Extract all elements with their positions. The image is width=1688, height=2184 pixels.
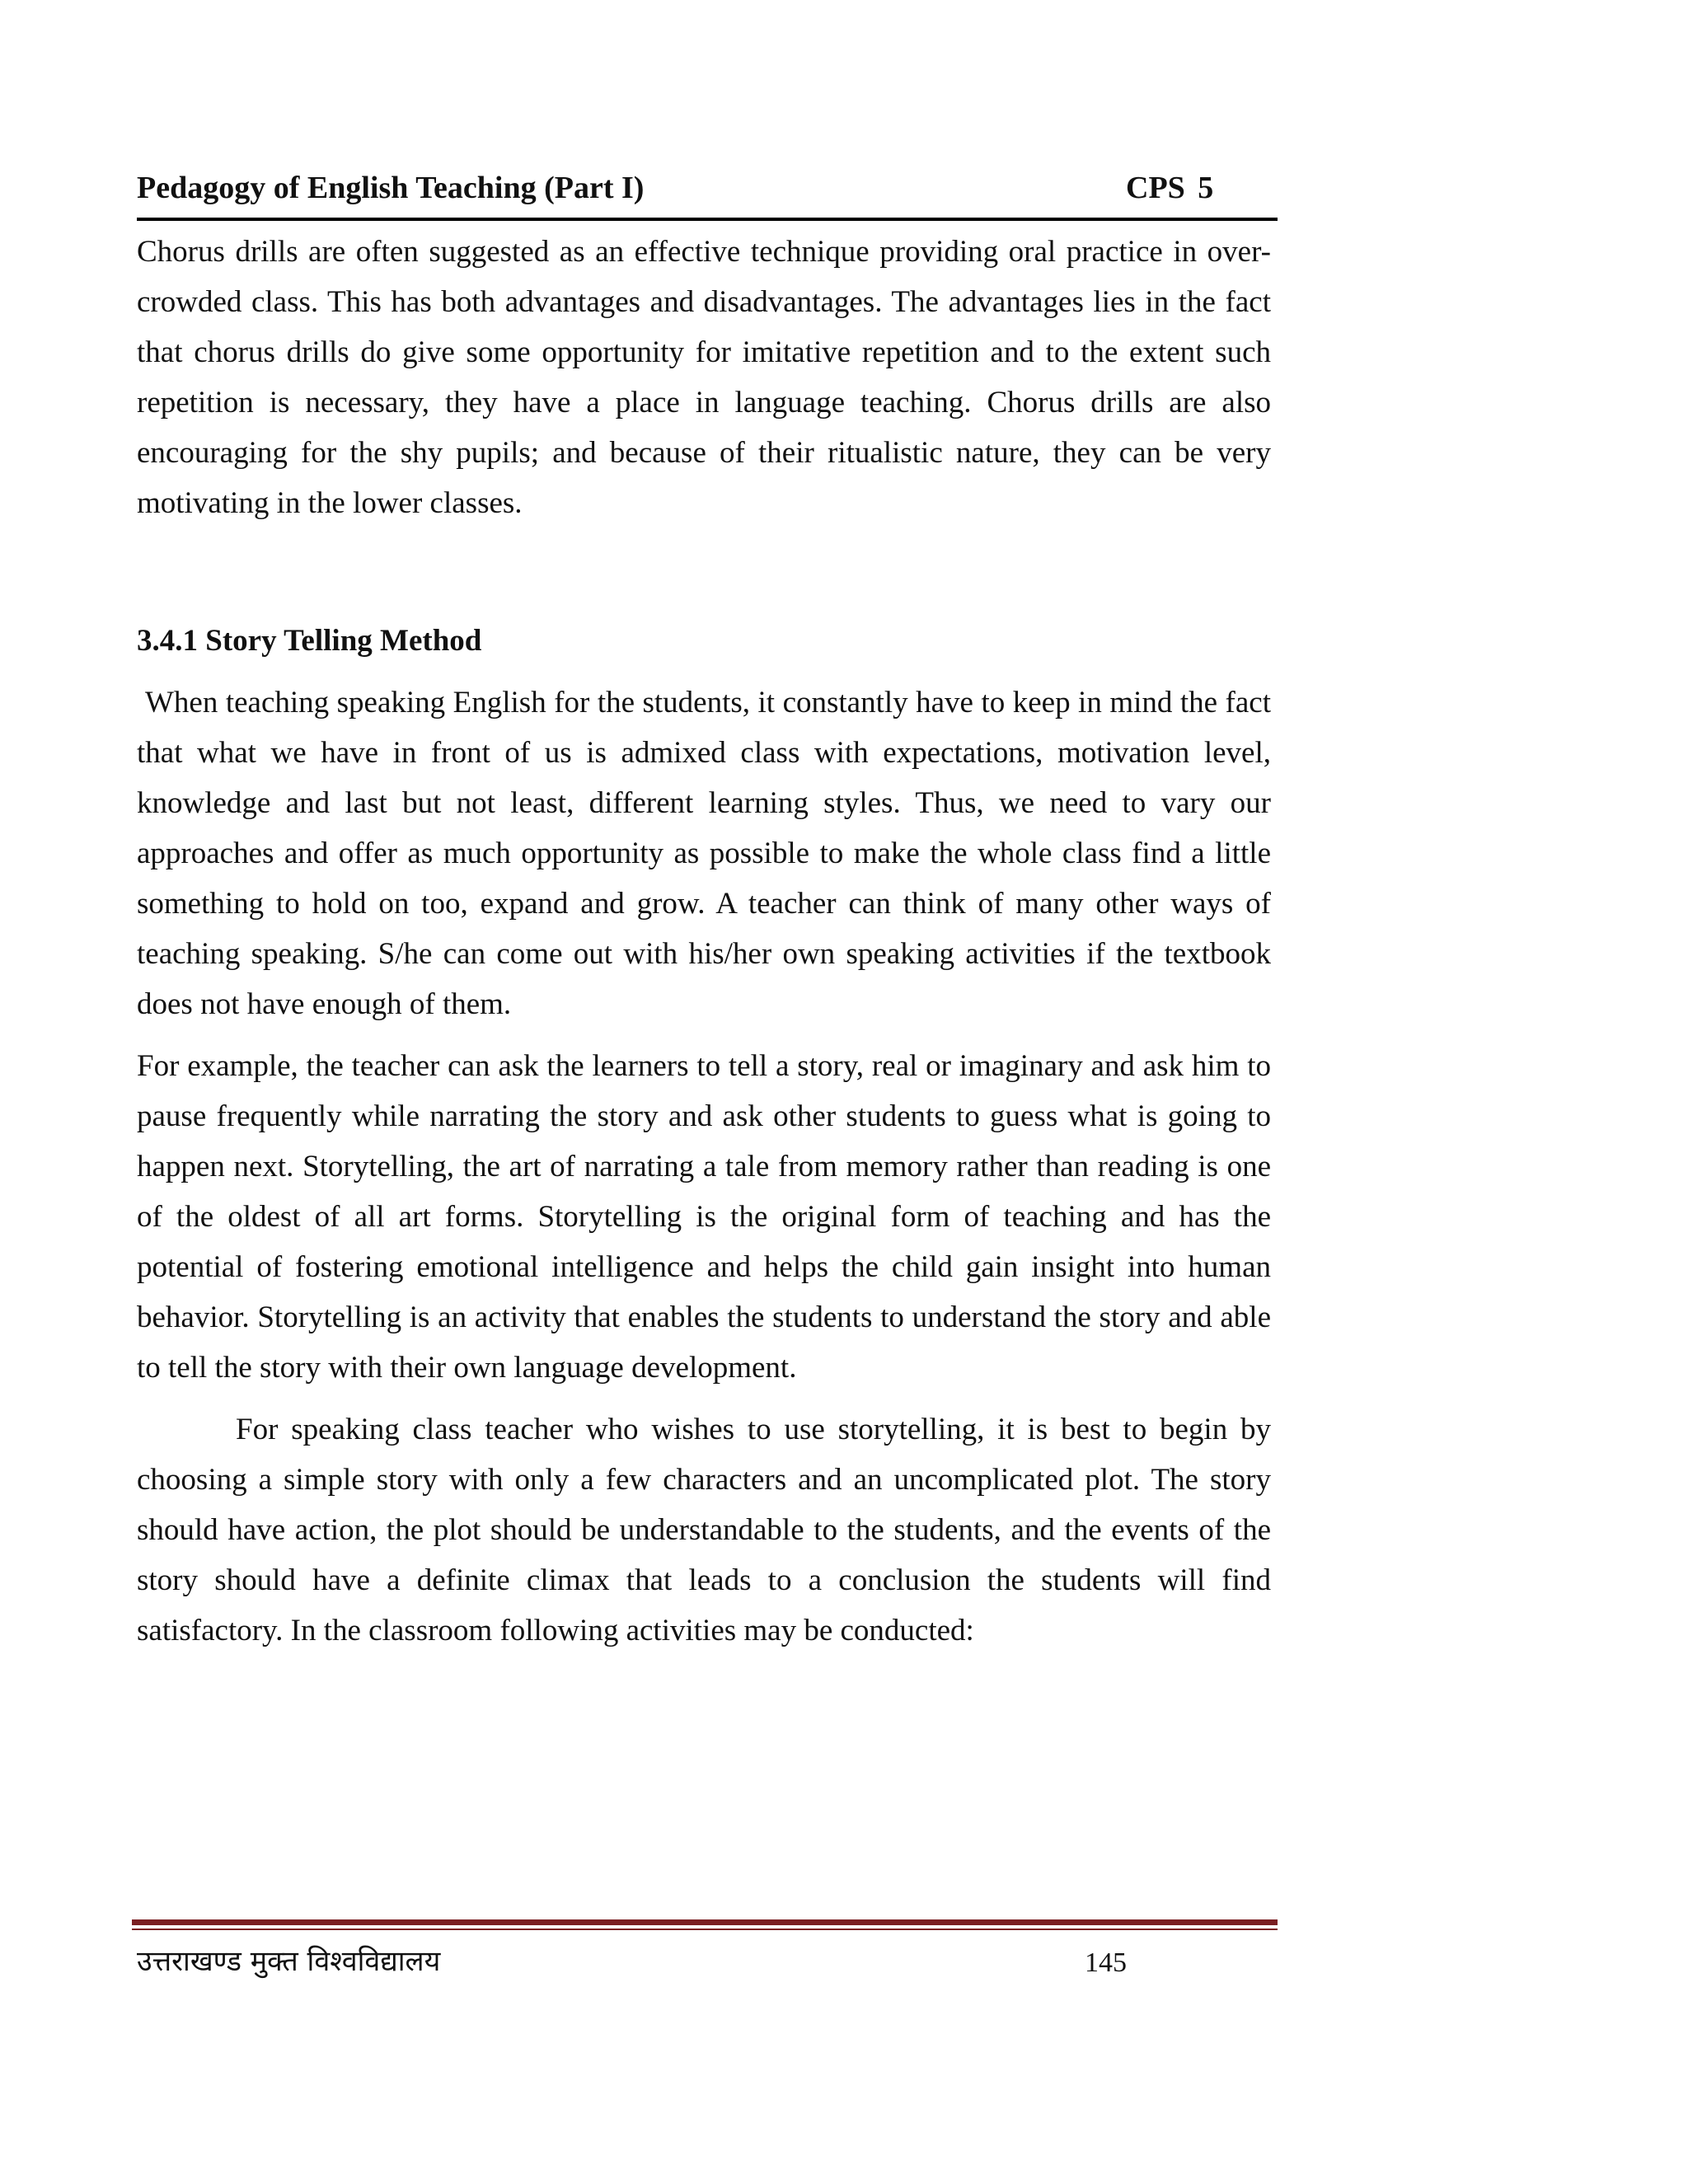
header-course-code: CPS 5	[1126, 171, 1214, 205]
footer-rule-thin	[132, 1929, 1278, 1930]
footer-university-name: उत्तराखण्ड मुक्त विश्वविद्यालय	[137, 1945, 441, 1978]
footer-page-number: 145	[1085, 1947, 1127, 1978]
section-heading: 3.4.1 Story Telling Method	[137, 624, 482, 658]
page-header	[137, 163, 1278, 213]
intro-paragraph: Chorus drills are often suggested as an effective technique providing oral practice in over- crowded class. This has both advantages and disadvantages. The advantages lies in the fact that chorus drills do give some opportunity for imitative repetition and to the extent such repetition is necessary, they have a place in language teaching. Chorus drills are also encouraging for the shy pupils; and because of their ritualistic nature, they can be very motivating in the lower classes.	[137, 235, 1271, 520]
header-title: Pedagogy of English Teaching (Part I)	[137, 171, 645, 205]
footer-rule-thick	[132, 1919, 1278, 1925]
header-rule	[137, 218, 1278, 221]
paragraph-choosing-story: For speaking class teacher who wishes to use storytelling, it is best to begin by choosing a simple story with only a few characters and an uncomplicated plot. The story should have action, the plot should be understandable to the students, and the events of the story should have a definite climax that leads to a conclusion the students will find satisfactory. In the classroom following activities may be conducted:	[137, 1413, 1271, 1647]
page-body	[137, 227, 1271, 1656]
paragraph-teaching-speaking: When teaching speaking English for the students, it constantly have to keep in mind the fact that what we have in front of us is admixed class with expectations, motivation level, knowledge and last but not least, different learning styles. Thus, we need to vary our approaches and offer as much opportunity as possible to make the whole class find a little something to hold on too, expand and grow. A teacher can think of many other ways of teaching speaking. S/he can come out with his/her own speaking activities if the textbook does not have enough of them.	[137, 686, 1271, 1021]
paragraph-storytelling-example: For example, the teacher can ask the learners to tell a story, real or imaginary and ask him to pause frequently while narrating the story and ask other students to guess what is going to happen next. Storytelling, the art of narrating a tale from memory rather than reading is one of the oldest of all art forms. Storytelling is the original form of teaching and has the potential of fostering emotional intelligence and helps the child gain insight into human behavior. Storytelling is an activity that enables the students to understand the story and able to tell the story with their own language development.	[137, 1049, 1271, 1385]
